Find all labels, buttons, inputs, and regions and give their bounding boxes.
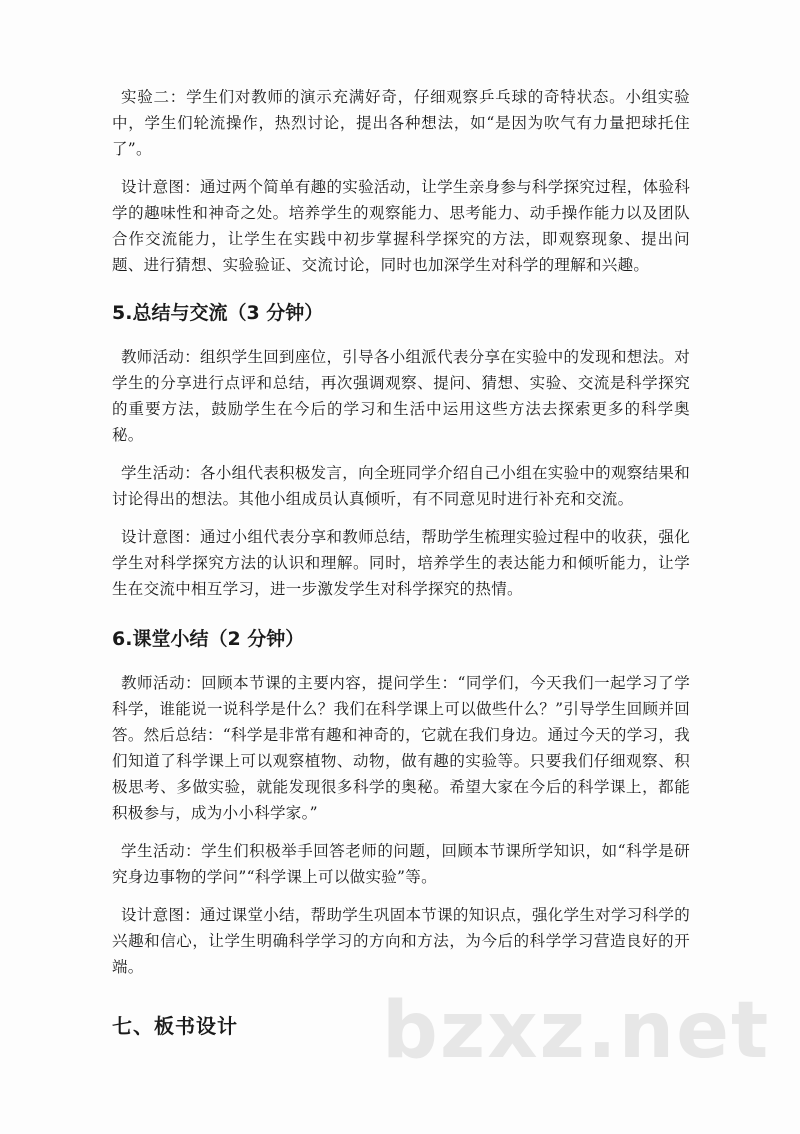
section-6-student-activity: 学生活动：学生们积极举手回答老师的问题，回顾本节课所学知识，如“科学是研究身边事物的学问”“科学课上可以做实验”等。 [112, 842, 690, 886]
section-5-teacher-activity: 教师活动：组织学生回到座位，引导各小组派代表分享在实验中的发现和想法。对学生的分享进行点评和总结，再次强调观察、提问、猜想、实验、交流是科学探究的重要方法，鼓励学生在今后的学习和生活中运用这些方法去探索更多的科学奥秘。 [112, 348, 690, 444]
section-6-heading: 6.课堂小结（2 分钟） [112, 628, 305, 650]
experiment-design-intent: 设计意图：通过两个简单有趣的实验活动，让学生亲身参与科学探究过程，体验科学的趣味性和神奇之处。培养学生的观察能力、思考能力、动手操作能力以及团队合作交流能力，让学生在实践中初步掌握科学探究的方法，即观察现象、提出问题、进行猜想、实验验证、交流讨论，同时也加深学生对科学的理解和兴趣。 [112, 178, 690, 274]
section-6-teacher-activity: 教师活动：回顾本节课的主要内容，提问学生：“同学们，今天我们一起学习了学科学，谁能说一说科学是什么？我们在科学课上可以做些什么？”引导学生回顾并回答。然后总结：“科学是非常有趣和神奇的，它就在我们身边。通过今天的学习，我们知道了科学课上可以观察植物、动物，做有趣的实验等。只要我们仔细观察、积极思考、多做实验，就能发现很多科学的奥秘。希望大家在今后的科学课上，都能积极参与，成为小小科学家。” [112, 674, 690, 822]
section-6-design-intent: 设计意图：通过课堂小结，帮助学生巩固本节课的知识点，强化学生对学习科学的兴趣和信心，让学生明确科学学习的方向和方法，为今后的科学学习营造良好的开端。 [112, 906, 690, 976]
section-5-design-intent: 设计意图：通过小组代表分享和教师总结，帮助学生梳理实验过程中的收获，强化学生对科学探究方法的认识和理解。同时，培养学生的表达能力和倾听能力，让学生在交流中相互学习，进一步激发学生对科学探究的热情。 [112, 528, 690, 598]
section-5-heading: 5.总结与交流（3 分钟） [112, 302, 324, 324]
section-7-heading: 七、板书设计 [112, 1014, 238, 1038]
document-body [112, 84, 690, 1039]
watermark-text: bzxz.net [382, 986, 771, 1076]
experiment-two-paragraph: 实验二：学生们对教师的演示充满好奇，仔细观察乒乓球的奇特状态。小组实验中，学生们轮流操作，热烈讨论，提出各种想法，如“是因为吹气有力量把球托住了”。 [112, 88, 690, 158]
section-5-student-activity: 学生活动：各小组代表积极发言，向全班同学介绍自己小组在实验中的观察结果和讨论得出的想法。其他小组成员认真倾听，有不同意见时进行补充和交流。 [112, 464, 690, 508]
